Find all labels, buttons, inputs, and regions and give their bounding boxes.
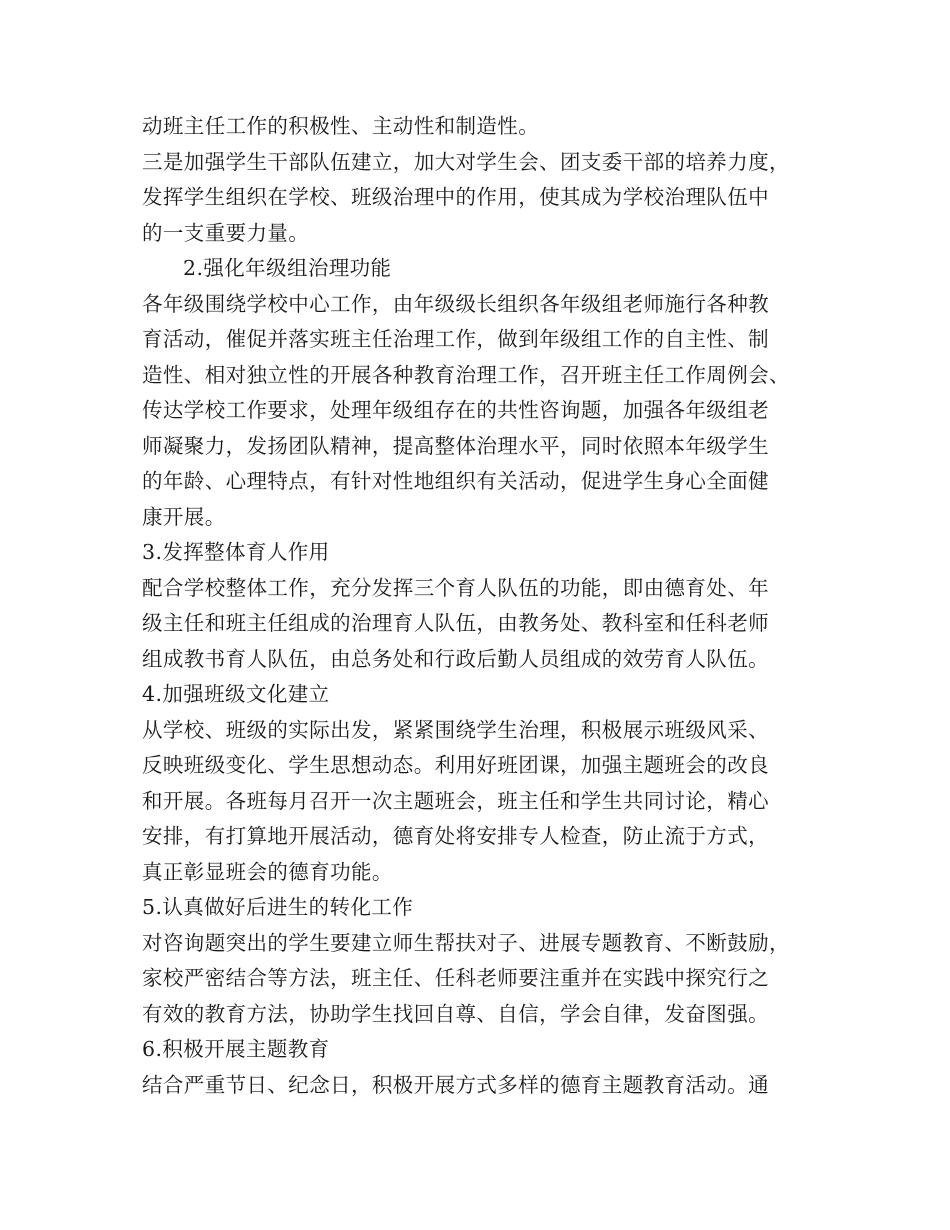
paragraph-line: 造性、相对独立性的开展各种教育治理工作，召开班主任工作周例会、 — [142, 362, 790, 387]
document-body — [142, 109, 842, 1103]
section-heading: 3.发挥整体育人作用 — [142, 540, 330, 564]
paragraph-line: 的一支重要力量。 — [142, 220, 310, 245]
paragraph-line: 各年级围绕学校中心工作，由年级级长组织各年级组老师施行各种教 — [142, 291, 769, 316]
paragraph-line: 级主任和班主任组成的治理育人队伍，由教务处、教科室和任科老师 — [142, 611, 769, 635]
paragraph-line: 安排，有打算地开展活动，德育处将安排专人检查，防止流于方式， — [142, 824, 769, 848]
paragraph-line: 结合严重节日、纪念日，积极开展方式多样的德育主题教育活动。通 — [142, 1072, 769, 1097]
paragraph-line: 康开展。 — [142, 504, 226, 529]
paragraph-line: 传达学校工作要求，处理年级组存在的共性咨询题，加强各年级组老 — [142, 398, 769, 422]
paragraph-line: 师凝聚力，发扬团队精神，提高整体治理水平，同时依照本年级学生 — [142, 433, 769, 458]
paragraph-line: 三是加强学生干部队伍建立，加大对学生会、团支委干部的培养力度， — [142, 149, 790, 174]
section-heading: 4.加强班级文化建立 — [142, 682, 330, 706]
section-heading: 6.积极开展主题教育 — [142, 1037, 330, 1061]
paragraph-line: 配合学校整体工作，充分发挥三个育人队伍的功能，即由德育处、年 — [142, 575, 769, 600]
section-heading: 5.认真做好后进生的转化工作 — [142, 895, 414, 919]
paragraph-line: 有效的教育方法，协助学生找回自尊、自信，学会自律，发奋图强。 — [142, 1001, 769, 1026]
section-heading: 2.强化年级组治理功能 — [183, 256, 392, 280]
paragraph-line: 育活动，催促并落实班主任治理工作，做到年级组工作的自主性、制 — [142, 327, 769, 351]
paragraph-line: 真正彰显班会的德育功能。 — [142, 859, 393, 884]
paragraph-line: 动班主任工作的积极性、主动性和制造性。 — [142, 114, 540, 138]
paragraph-line: 发挥学生组织在学校、班级治理中的作用，使其成为学校治理队伍中 — [142, 185, 769, 209]
paragraph-line: 反映班级变化、学生思想动态。利用好班团课，加强主题班会的改良 — [142, 753, 769, 777]
paragraph-line: 组成教书育人队伍，由总务处和行政后勤人员组成的效劳育人队伍。 — [142, 646, 769, 671]
paragraph-line: 的年龄、心理特点，有针对性地组织有关活动，促进学生身心全面健 — [142, 469, 769, 493]
paragraph-line: 家校严密结合等方法，班主任、任科老师要注重并在实践中探究行之 — [142, 966, 769, 990]
paragraph-line: 从学校、班级的实际出发，紧紧围绕学生治理，积极展示班级风采、 — [142, 717, 769, 742]
paragraph-line: 和开展。各班每月召开一次主题班会，班主任和学生共同讨论，精心 — [142, 788, 769, 813]
paragraph-line: 对咨询题突出的学生要建立师生帮扶对子、进展专题教育、不断鼓励， — [142, 930, 790, 955]
